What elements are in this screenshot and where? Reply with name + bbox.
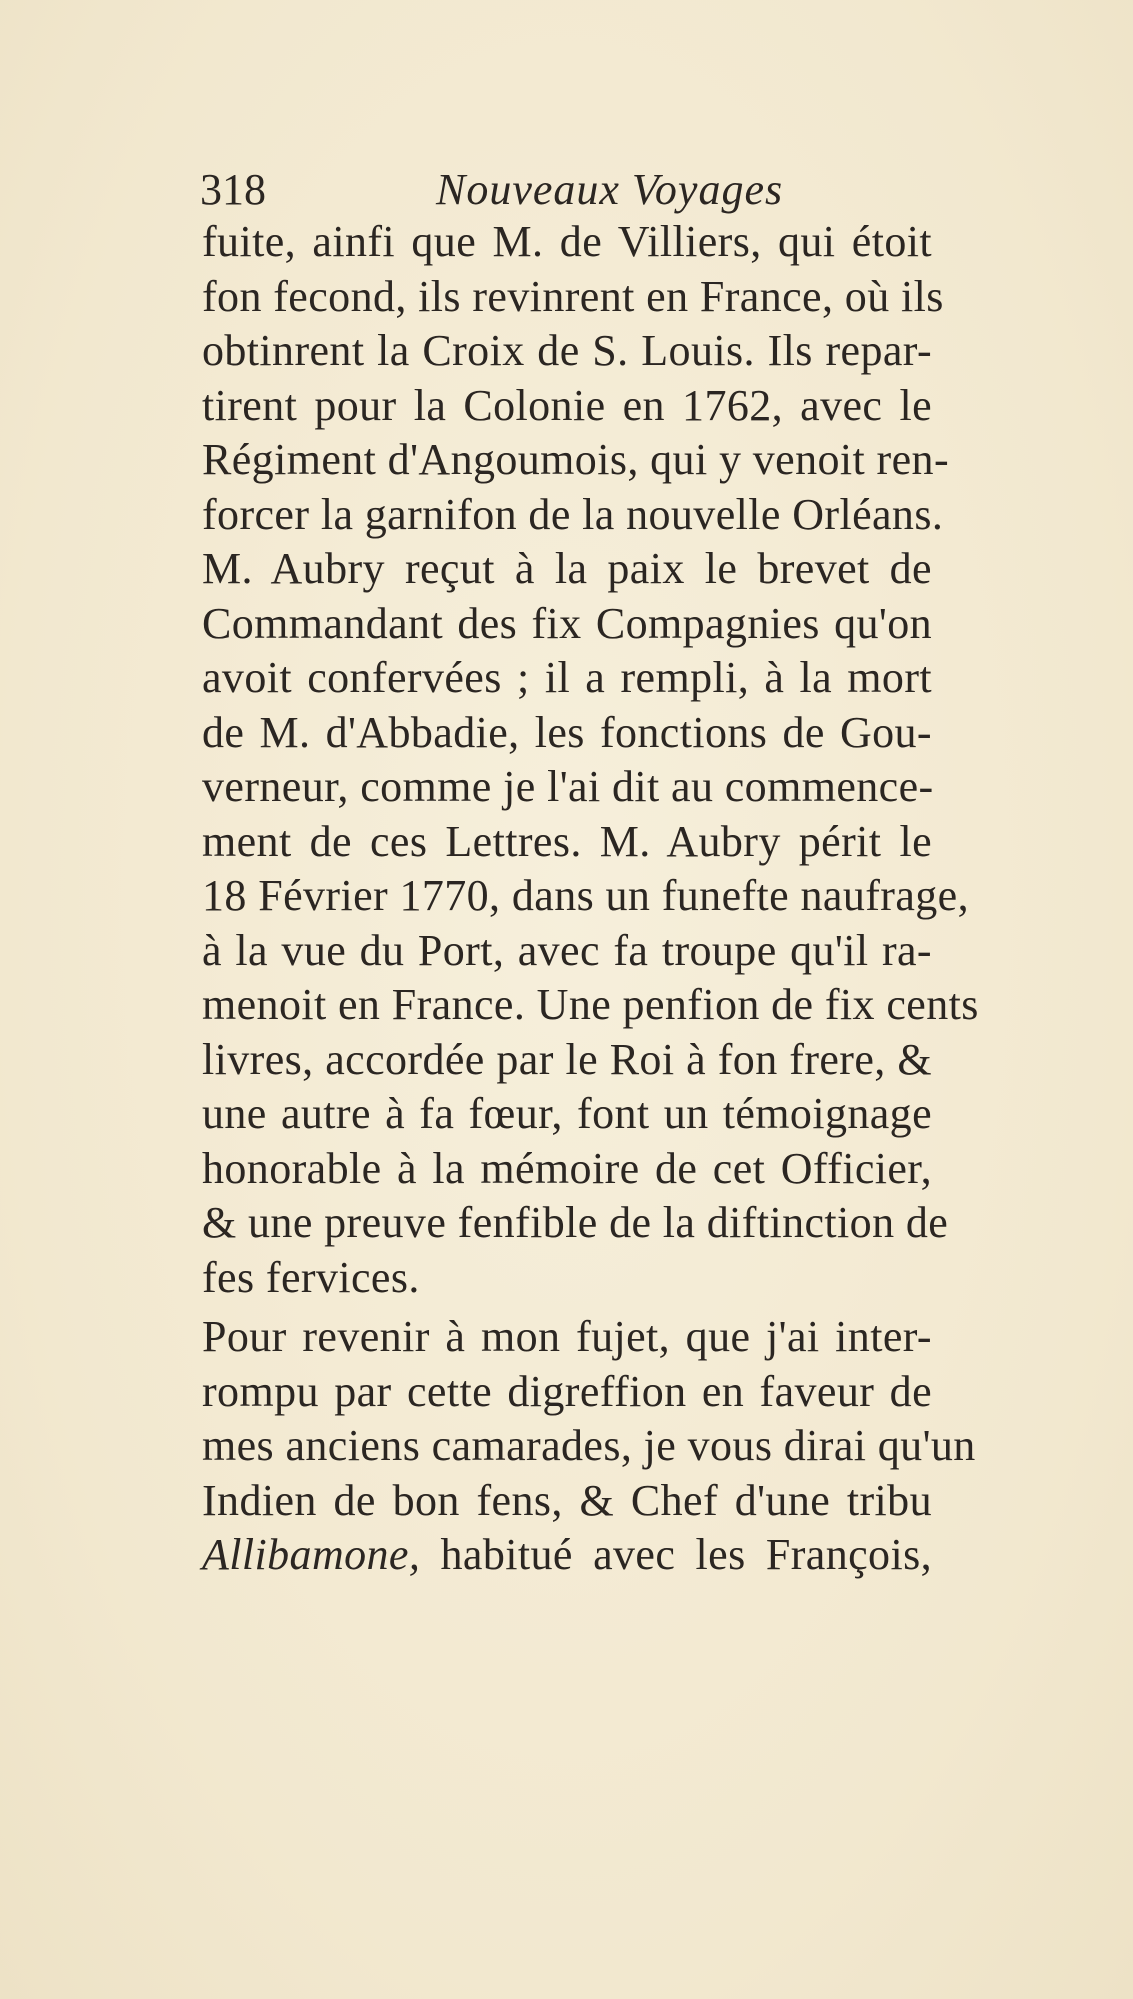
text-line: 18 Février 1770, dans un funefte naufrage, [202, 871, 969, 920]
text-line: honorable à la mémoire de cet Officier, [202, 1143, 932, 1193]
text-line: livres, accordée par le Roi à fon frere, & [202, 1034, 932, 1084]
italic-word: Allibamone, [202, 1530, 421, 1579]
text-line: mes anciens camarades, je vous dirai qu'un [202, 1421, 976, 1470]
page-number: 318 [200, 165, 266, 214]
body-text [202, 215, 979, 1583]
text-line: obtinrent la Croix de S. Louis. Ils repar- [202, 326, 932, 375]
text-line: Indien de bon fens, & Chef d'une tribu [202, 1475, 932, 1525]
text-line: verneur, comme je l'ai dit au commence- [202, 762, 934, 811]
text-line: fon fecond, ils revinrent en France, où ils [202, 271, 944, 321]
text-line: Commandant des fix Compagnies qu'on [202, 598, 932, 648]
page-header [200, 160, 920, 220]
paragraph-1 [202, 215, 949, 542]
running-title: Nouveaux Voyages [436, 165, 784, 214]
text-line: fes fervices. [202, 1252, 420, 1302]
text-line: fuite, ainfi que M. de Villiers, qui étoit [202, 217, 932, 266]
text-line: tirent pour la Colonie en 1762, avec le [202, 380, 932, 430]
text-line: ment de ces Lettres. M. Aubry périt le [202, 816, 932, 866]
text-line: une autre à fa fœur, font un témoignage [202, 1089, 932, 1138]
text-line: de M. d'Abbadie, les fonctions de Gou- [202, 707, 932, 757]
text-line: M. Aubry reçut à la paix le brevet de [202, 544, 932, 593]
text-line: & une preuve fenfible de la diftinction de [202, 1198, 949, 1247]
text-line: Pour revenir à mon fujet, que j'ai inter- [202, 1312, 932, 1361]
text-line: avoit confervées ; il a rempli, à la mort [202, 653, 932, 702]
text-line: forcer la garnifon de la nouvelle Orléans. [202, 489, 944, 539]
text-line-final [202, 1528, 932, 1583]
paragraph-2 [202, 542, 979, 1305]
text-line: Régiment d'Angoumois, qui y venoit ren- [202, 435, 949, 484]
text-line: à la vue du Port, avec fa troupe qu'il ra- [202, 925, 932, 975]
text-line: rompu par cette digreffion en faveur de [202, 1366, 932, 1416]
text-line: menoit en France. Une penfion de fix cents [202, 980, 979, 1029]
text-span: habitué avec les François, [440, 1530, 932, 1579]
paragraph-3 [202, 1310, 976, 1583]
